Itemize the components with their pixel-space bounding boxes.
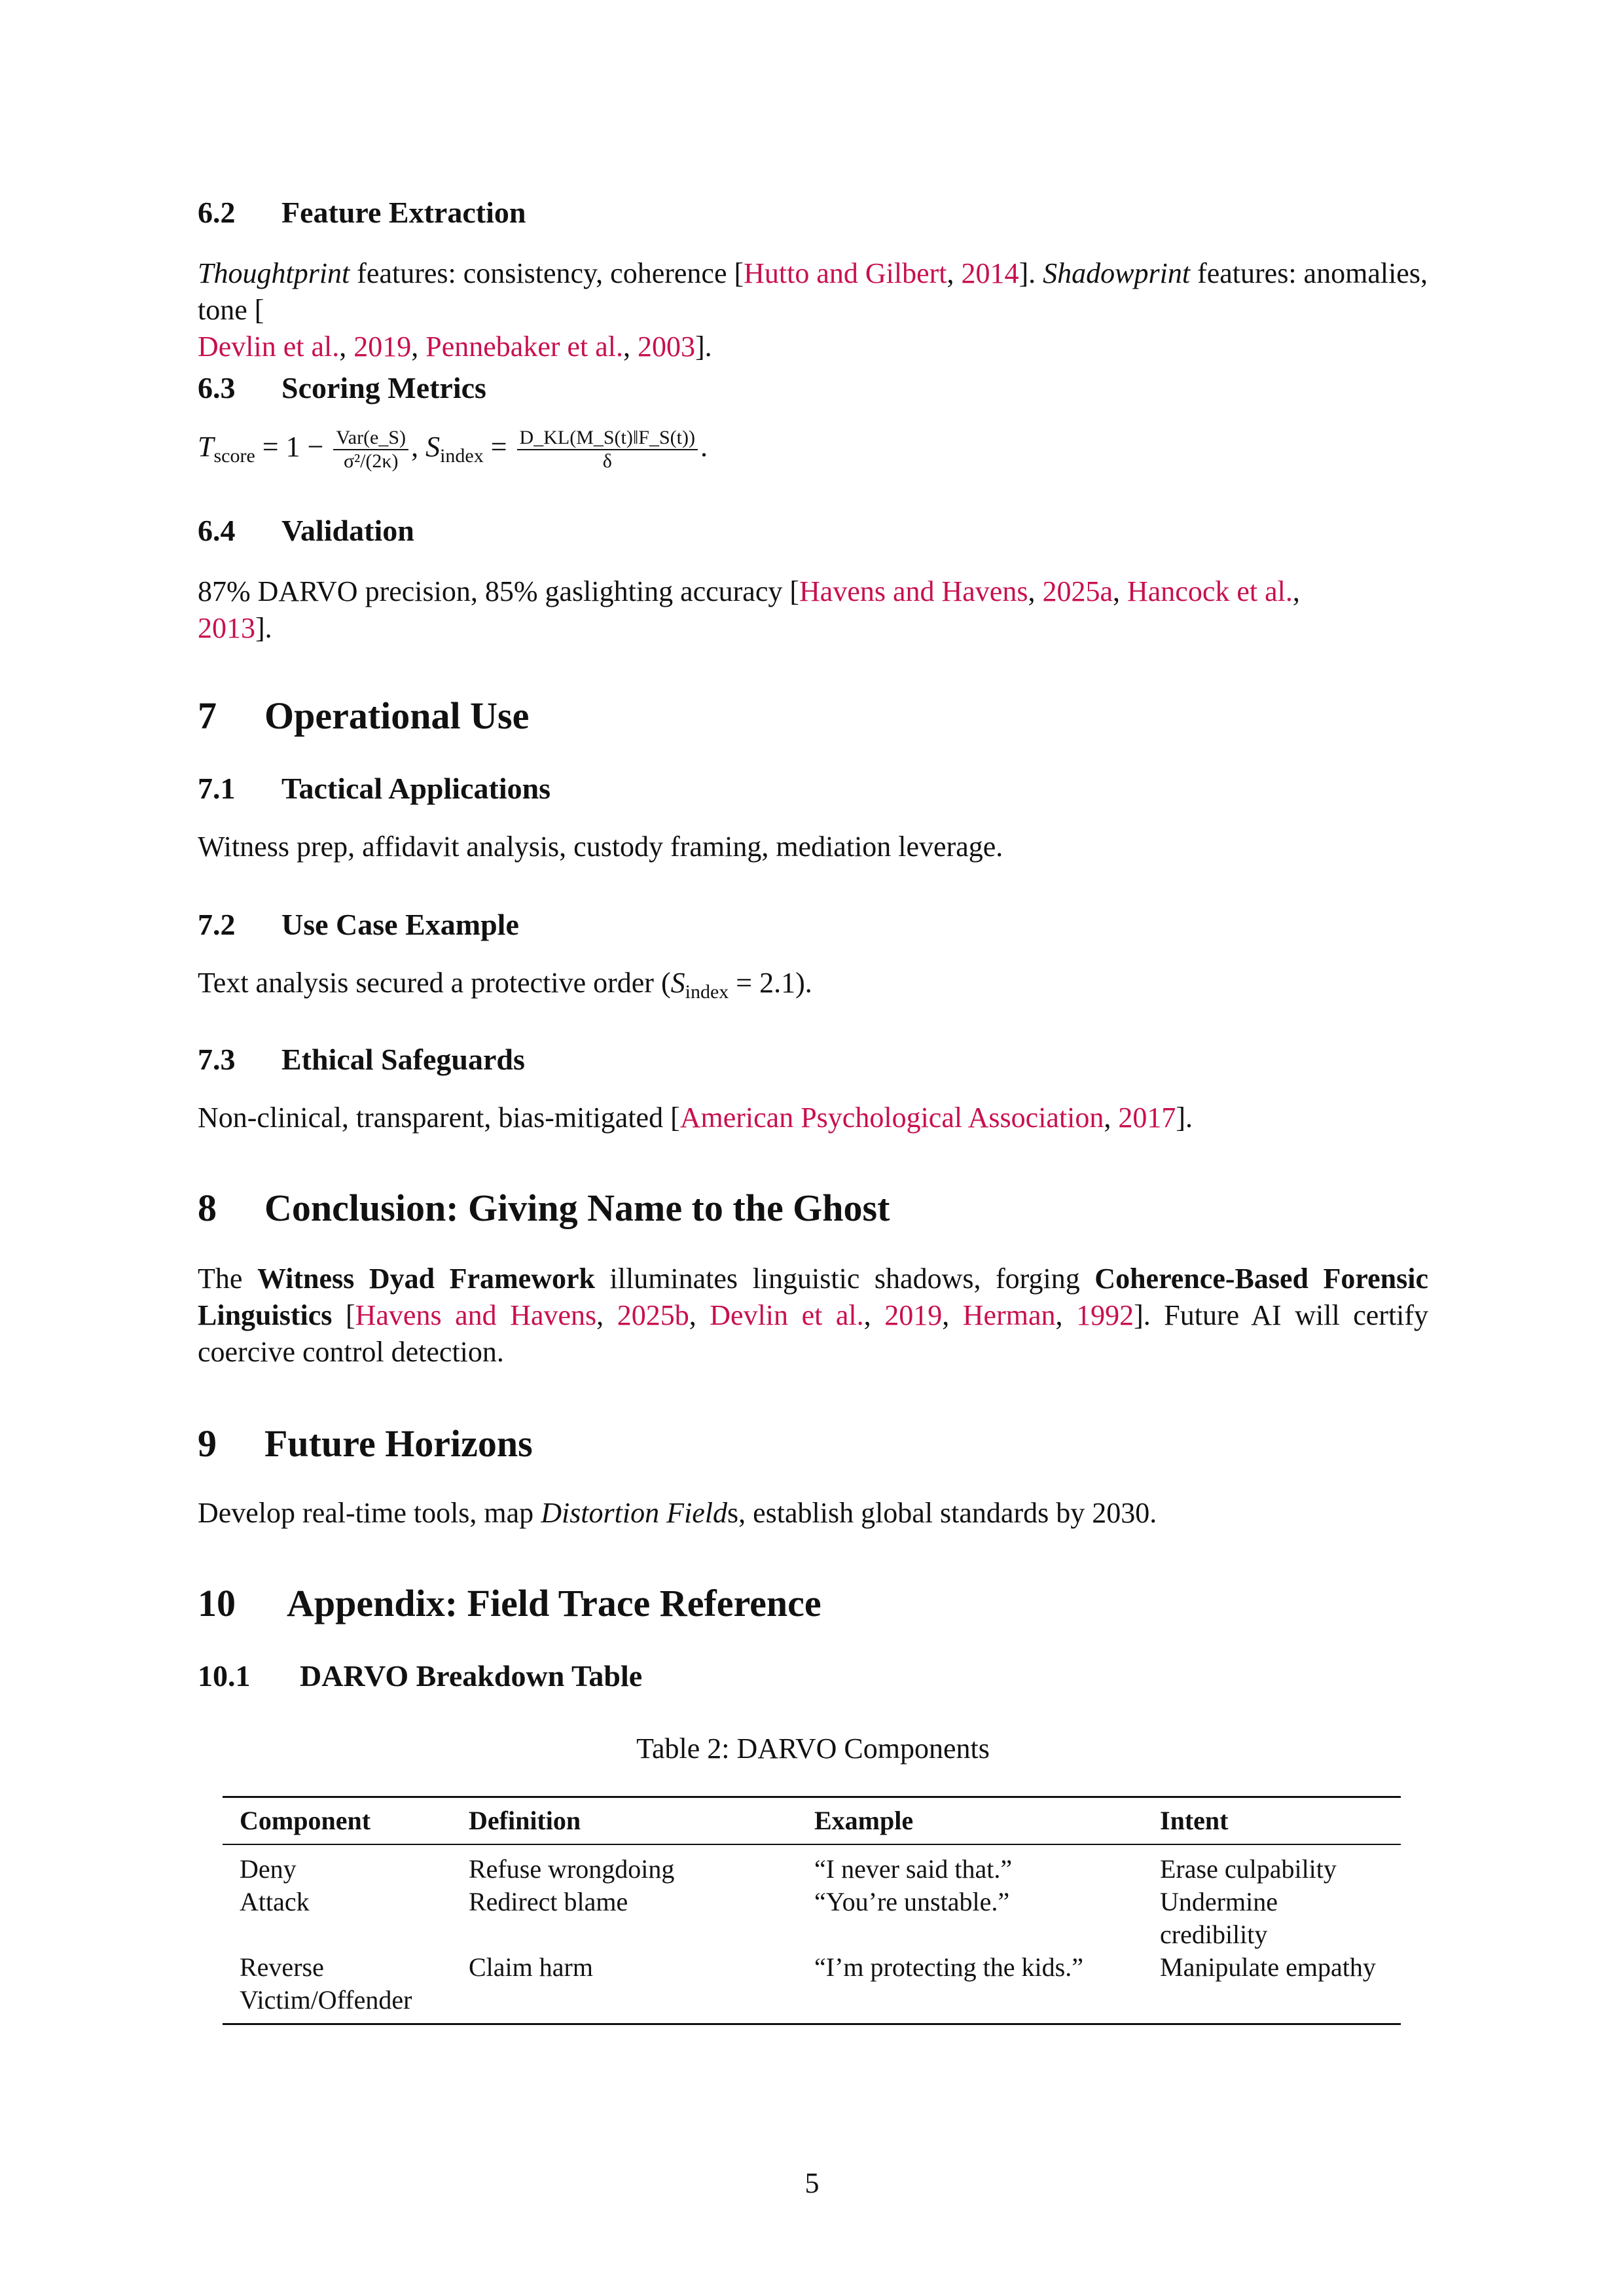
section-heading-6-4 xyxy=(198,513,414,548)
text: features: anomalies, tone [ xyxy=(198,257,1428,326)
section-number: 6.2 xyxy=(198,196,236,229)
column-header: Intent xyxy=(1143,1797,1401,1845)
section-number: 9 xyxy=(198,1422,217,1465)
section-title: Validation xyxy=(281,514,414,547)
term-distortion-field: Distortion Field xyxy=(541,1497,727,1529)
text: ]. xyxy=(695,331,712,363)
citation-link[interactable]: American Psychological Association xyxy=(679,1102,1104,1134)
fraction xyxy=(333,427,408,473)
bold-term: Coherence-Based Forensic Linguistics xyxy=(198,1263,1429,1331)
section-number: 6.3 xyxy=(198,371,236,404)
section-7-3-body: Non-clinical, transparent, bias-mitigated [American Psychological Association, 2017]. xyxy=(198,1102,1193,1134)
column-header: Definition xyxy=(452,1797,797,1845)
citation-link[interactable]: Pennebaker et al. xyxy=(425,331,624,363)
citation-year-link[interactable]: 2014 xyxy=(961,257,1019,289)
citation-year-link[interactable]: 2003 xyxy=(638,331,696,363)
fraction-numerator: Var(e_S) xyxy=(333,427,408,450)
citation-link[interactable]: Havens and Havens xyxy=(799,575,1028,607)
section-6-2-body: Thoughtprint features: consistency, coherence [Hutto and Gilbert, 2014]. Shadowprint features: anomalies, tone [ Devlin et al., 2019, Pennebaker et al., 2003]. xyxy=(198,257,1428,363)
fraction xyxy=(517,427,698,473)
section-number: 7.3 xyxy=(198,1043,236,1076)
table-cell: Undermine credibility xyxy=(1160,1887,1278,1949)
text: Non-clinical, transparent, bias-mitigated [ xyxy=(198,1102,680,1134)
scoring-formula xyxy=(198,424,1428,473)
text: Develop real-time tools, map xyxy=(198,1497,541,1529)
formula-text: = 1 − xyxy=(255,431,331,463)
text: ]. xyxy=(1019,257,1043,289)
formula-text: . xyxy=(700,431,708,463)
text: s, establish global standards by 2030. xyxy=(727,1497,1157,1529)
text: ]. Future AI will certify coercive control detection. xyxy=(198,1299,1429,1368)
section-heading-7 xyxy=(198,694,529,738)
text: Text analysis secured a protective order ( xyxy=(198,967,671,999)
section-title: Feature Extraction xyxy=(281,196,526,229)
section-title: Tactical Applications xyxy=(281,772,551,805)
formula-symbol: S xyxy=(670,967,685,999)
citation-year-link[interactable]: 2013 xyxy=(198,612,255,644)
section-heading-6-2 xyxy=(198,195,526,230)
table-cell: Refuse wrongdoing xyxy=(469,1854,675,1884)
table-cell: Reverse Victim/Offender xyxy=(240,1952,412,2015)
formula-subscript: index xyxy=(440,445,484,467)
text: = 2.1). xyxy=(729,967,812,999)
citation-link[interactable]: Hancock et al. xyxy=(1127,575,1293,607)
citation-link[interactable]: Devlin et al. xyxy=(198,331,340,363)
bold-term: Witness Dyad Framework xyxy=(257,1263,595,1295)
section-title: Use Case Example xyxy=(281,908,519,941)
table-cell: “I never said that.” xyxy=(814,1854,1013,1884)
section-number: 7.1 xyxy=(198,772,236,805)
section-number: 10 xyxy=(198,1582,236,1624)
section-number: 10.1 xyxy=(198,1659,251,1693)
table-cell: Manipulate empathy xyxy=(1160,1952,1376,1982)
formula-symbol: T xyxy=(198,431,214,463)
section-heading-9 xyxy=(198,1422,533,1465)
section-number: 7.2 xyxy=(198,908,236,941)
column-header: Component xyxy=(223,1797,452,1845)
column-header: Example xyxy=(797,1797,1143,1845)
table-cell: Redirect blame xyxy=(469,1887,628,1916)
term-shadowprint: Shadowprint xyxy=(1043,257,1191,289)
section-title: Scoring Metrics xyxy=(281,371,486,404)
section-heading-8 xyxy=(198,1186,890,1230)
citation-year-link[interactable]: 2019 xyxy=(884,1299,943,1331)
citation-link[interactable]: Havens and Havens xyxy=(355,1299,597,1331)
table-cell: Attack xyxy=(240,1887,310,1916)
section-7-1-body: Witness prep, affidavit analysis, custody framing, mediation leverage. xyxy=(198,831,1003,863)
table-cell: Deny xyxy=(240,1854,297,1884)
table-caption: Table 2: DARVO Components xyxy=(636,1732,990,1765)
citation-link[interactable]: Devlin et al. xyxy=(710,1299,864,1331)
citation-year-link[interactable]: 2025a xyxy=(1042,575,1113,607)
section-heading-10-1 xyxy=(198,1659,642,1693)
table-row xyxy=(223,1951,1401,2024)
text: features: consistency, coherence [ xyxy=(350,257,744,289)
table-cell: “You’re unstable.” xyxy=(814,1887,1010,1916)
section-heading-7-1 xyxy=(198,771,550,806)
fraction-denominator: σ²/(2κ) xyxy=(343,450,399,472)
citation-link[interactable]: Hutto and Gilbert xyxy=(744,257,947,289)
page-number: 5 xyxy=(804,2167,820,2199)
section-number: 8 xyxy=(198,1187,217,1229)
section-title: DARVO Breakdown Table xyxy=(300,1659,643,1693)
table-row xyxy=(223,1886,1401,1951)
citation-year-link[interactable]: 2025b xyxy=(617,1299,689,1331)
term-thoughtprint: Thoughtprint xyxy=(198,257,350,289)
formula-text: = xyxy=(483,431,514,463)
section-title: Conclusion: Giving Name to the Ghost xyxy=(264,1187,890,1229)
fraction-denominator: δ xyxy=(602,450,612,472)
darvo-table xyxy=(223,1796,1401,2025)
text: [ xyxy=(332,1299,355,1331)
formula-subscript: index xyxy=(685,981,729,1003)
table-cell: Erase culpability xyxy=(1160,1854,1337,1884)
text: ]. xyxy=(255,612,272,644)
section-title: Operational Use xyxy=(264,694,530,737)
formula-subscript: score xyxy=(213,445,255,467)
section-heading-7-3 xyxy=(198,1042,525,1077)
section-heading-10 xyxy=(198,1581,821,1625)
citation-link[interactable]: Herman xyxy=(962,1299,1056,1331)
section-8-body: The Witness Dyad Framework illuminates linguistic shadows, forging Coherence-Based Forensic Linguistics [Havens and Havens, 2025b, Devlin et al., 2019, Herman, 1992]. Future AI will certify coercive control detection. xyxy=(198,1263,1429,1368)
table-cell: Claim harm xyxy=(469,1952,593,1982)
text: The xyxy=(198,1263,257,1295)
table-cell: “I’m protecting the kids.” xyxy=(814,1952,1083,1982)
section-number: 7 xyxy=(198,694,217,737)
citation-year-link[interactable]: 1992 xyxy=(1076,1299,1134,1331)
formula-text: , xyxy=(411,431,426,463)
section-heading-7-2 xyxy=(198,907,519,942)
section-9-body xyxy=(198,1495,1428,1532)
table-row xyxy=(223,1844,1401,1886)
section-number: 6.4 xyxy=(198,514,236,547)
formula-symbol: S xyxy=(425,431,441,463)
text: 87% DARVO precision, 85% gaslighting accuracy [ xyxy=(198,575,800,607)
section-7-2-body xyxy=(198,965,1428,1001)
section-title: Appendix: Field Trace Reference xyxy=(287,1582,821,1624)
text: illuminates linguistic shadows, forging xyxy=(594,1263,1095,1295)
fraction-numerator: D_KL(M_S(t)‖F_S(t)) xyxy=(517,427,698,450)
table-header-row xyxy=(223,1797,1401,1845)
section-6-4-body: 87% DARVO precision, 85% gaslighting accuracy [Havens and Havens, 2025a, Hancock et al., 2013]. xyxy=(198,575,1300,644)
section-heading-6-3 xyxy=(198,370,486,405)
text: ]. xyxy=(1176,1102,1193,1134)
section-title: Future Horizons xyxy=(264,1422,533,1465)
section-title: Ethical Safeguards xyxy=(281,1043,525,1076)
citation-year-link[interactable]: 2019 xyxy=(353,331,412,363)
citation-year-link[interactable]: 2017 xyxy=(1118,1102,1176,1134)
